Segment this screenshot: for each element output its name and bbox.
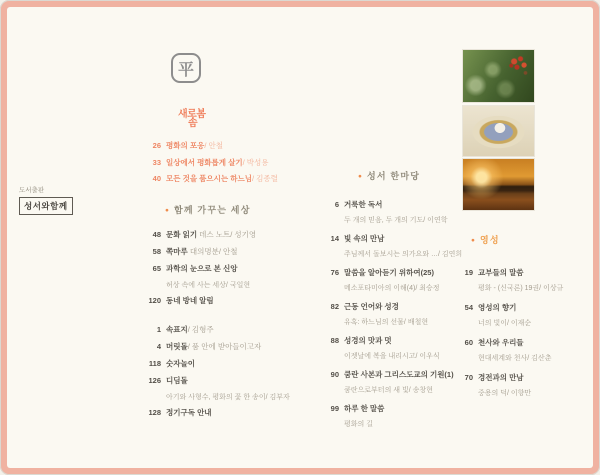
- toc-item-text: 문화 읽기 데스 노트/ 성기영: [166, 230, 257, 239]
- toc-item-subtitle: 너의 빛이/ 이재순: [478, 320, 532, 327]
- toc-page-number: 4: [156, 342, 161, 351]
- toc-item-title: 근동 언어와 성경: [344, 302, 399, 311]
- toc-page-number: 58: [152, 247, 161, 256]
- bible-toc-list: [323, 199, 468, 437]
- toc-item-title: 교부들의 말씀: [478, 268, 524, 277]
- toc-item-title: 빛 속의 만남: [344, 234, 385, 243]
- peace-character: 平: [177, 61, 194, 79]
- toc-page-number: 33: [152, 157, 161, 167]
- toc-item: [323, 403, 468, 429]
- toc-item: [135, 248, 325, 257]
- toc-page-number: 65: [152, 264, 161, 273]
- toc-item-subtitle: 메소포타미아의 이해(4)/ 최승정: [344, 285, 440, 292]
- masthead-logo: [178, 110, 205, 129]
- toc-page-number: 82: [330, 302, 339, 311]
- toc-item-text: 모든 것을 품으시는 하느님/ 김종렬: [166, 174, 278, 183]
- toc-page-number: 126: [148, 376, 161, 385]
- toc-item: [135, 343, 325, 352]
- toc-item-title: 하루 한 말씀: [344, 404, 385, 413]
- masthead-logo-line2: 솜: [188, 118, 198, 129]
- featured-toc-item: [135, 158, 325, 167]
- toc-item: [459, 267, 599, 293]
- toc-item-subtitle: 평화의 길: [344, 421, 373, 428]
- world-toc-list: [135, 231, 325, 314]
- toc-item-text: 머릿돌/ 품 안에 받아들이고자: [166, 342, 262, 351]
- toc-page-number: 14: [330, 234, 339, 243]
- toc-item-subtitle: 이젯날에 복을 내리시고/ 이우식: [344, 353, 440, 360]
- spirituality-toc-list: [459, 267, 599, 407]
- toc-item-text: 평화의 포옹/ 안철: [166, 141, 223, 150]
- toc-item-text: 정기구독 안내: [166, 408, 212, 417]
- toc-page-number: 128: [148, 408, 161, 417]
- toc-item-subtitle: 주님께서 돌보시는 의가요와 …/ 김연희: [344, 251, 463, 258]
- toc-item: [459, 372, 599, 398]
- toc-item: [323, 199, 468, 225]
- toc-item: [135, 297, 325, 306]
- toc-item-title: 성경의 맛과 멋: [344, 336, 392, 345]
- toc-item: [459, 337, 599, 363]
- toc-item-text: 과학의 눈으로 본 신앙: [166, 264, 238, 273]
- toc-item: [135, 265, 325, 290]
- toc-item: [323, 335, 468, 361]
- toc-item-text: 디딤돌: [166, 376, 188, 385]
- toc-item-subtitle: 허상 속에 사는 세상/ 국일현: [166, 282, 251, 289]
- featured-toc-list: [135, 141, 325, 191]
- magazine-toc-page: [7, 7, 593, 468]
- toc-page-number: 76: [330, 268, 339, 277]
- toc-item-subtitle: 두 개의 믿음, 두 개의 기도/ 이연학: [344, 217, 448, 224]
- photo-sunset-river: [463, 159, 534, 210]
- toc-item-text: 속표지/ 김형주: [166, 325, 214, 334]
- bullet-icon: ●: [358, 172, 362, 180]
- toc-item: [135, 377, 325, 402]
- toc-page-number: 118: [148, 359, 161, 368]
- bullet-icon: ●: [471, 236, 475, 244]
- toc-page-number: 6: [334, 200, 339, 209]
- toc-page-number: 60: [464, 338, 473, 347]
- toc-item-title: 쿰란 사본과 그리스도교의 기원(1): [344, 370, 454, 379]
- toc-item: [135, 360, 325, 369]
- toc-item: [135, 409, 325, 418]
- toc-page-number: 90: [330, 370, 339, 379]
- toc-item-title: 천사와 우리들: [478, 338, 524, 347]
- toc-item-text: 쪽마루 대의명분/ 안철: [166, 247, 238, 256]
- masthead-logo-line1: 새로봄: [178, 109, 206, 120]
- toc-item: [323, 301, 468, 327]
- toc-item-subtitle: 쿰란으로부터의 새 빛/ 송창현: [344, 387, 433, 394]
- section-header-world: [165, 203, 251, 216]
- toc-page-number: 88: [330, 336, 339, 345]
- world-toc-list-b: [135, 326, 325, 426]
- section-title: 영성: [479, 235, 500, 245]
- toc-page-number: 70: [464, 373, 473, 382]
- featured-toc-item: [135, 174, 325, 183]
- toc-item-title: 경전과의 만남: [478, 373, 524, 382]
- section-title: 성서 한마당: [366, 171, 421, 181]
- toc-page-number: 120: [148, 296, 161, 305]
- toc-item: [323, 233, 468, 259]
- toc-page-number: 19: [464, 268, 473, 277]
- featured-toc-item: [135, 141, 325, 150]
- section-title: 함께 가꾸는 세상: [173, 205, 251, 215]
- toc-item-text: 일상에서 평화롭게 살기/ 박성용: [166, 157, 269, 167]
- imprint-label: 도서출판: [19, 187, 45, 194]
- toc-page-number: 1: [156, 325, 161, 334]
- photo-red-berries: [463, 50, 534, 102]
- toc-item-title: 거룩한 독서: [344, 200, 383, 209]
- toc-item-title: 말씀을 알아듣기 위하여(25): [344, 268, 434, 277]
- toc-item-subtitle: 평화 - (신국론) 19권/ 이상규: [478, 285, 564, 292]
- toc-item: [135, 326, 325, 335]
- section-header-spirituality: [471, 233, 500, 246]
- toc-item-subtitle: 현대세계와 천사/ 김산춘: [478, 355, 552, 362]
- toc-item: [459, 302, 599, 328]
- toc-page-number: 26: [152, 141, 161, 150]
- toc-item-subtitle: 아기와 사형수, 평화의 꽃 한 송이/ 김부자: [166, 394, 290, 401]
- toc-page-number: 54: [464, 303, 473, 312]
- toc-page-number: 40: [152, 174, 161, 183]
- toc-item: [323, 369, 468, 395]
- toc-item-subtitle: 유혹: 하느님의 선물/ 배철현: [344, 319, 429, 326]
- bullet-icon: ●: [165, 206, 169, 214]
- toc-page-number: 99: [330, 404, 339, 413]
- toc-item-subtitle: 중용의 덕/ 이향만: [478, 390, 532, 397]
- toc-item-text: 숫자놀이: [166, 359, 195, 368]
- toc-page-number: 48: [152, 230, 161, 239]
- imprint-logo: 성서와함께: [19, 197, 73, 215]
- photo-ceiling-fresco: [463, 106, 534, 156]
- publisher-colophon: [19, 187, 139, 218]
- toc-item: [135, 231, 325, 240]
- toc-item-title: 영성의 향기: [478, 303, 517, 312]
- toc-item-text: 동네 방네 알림: [166, 296, 214, 305]
- peace-stamp-icon: [171, 53, 201, 83]
- section-header-bible: [358, 169, 420, 182]
- toc-item: [323, 267, 468, 293]
